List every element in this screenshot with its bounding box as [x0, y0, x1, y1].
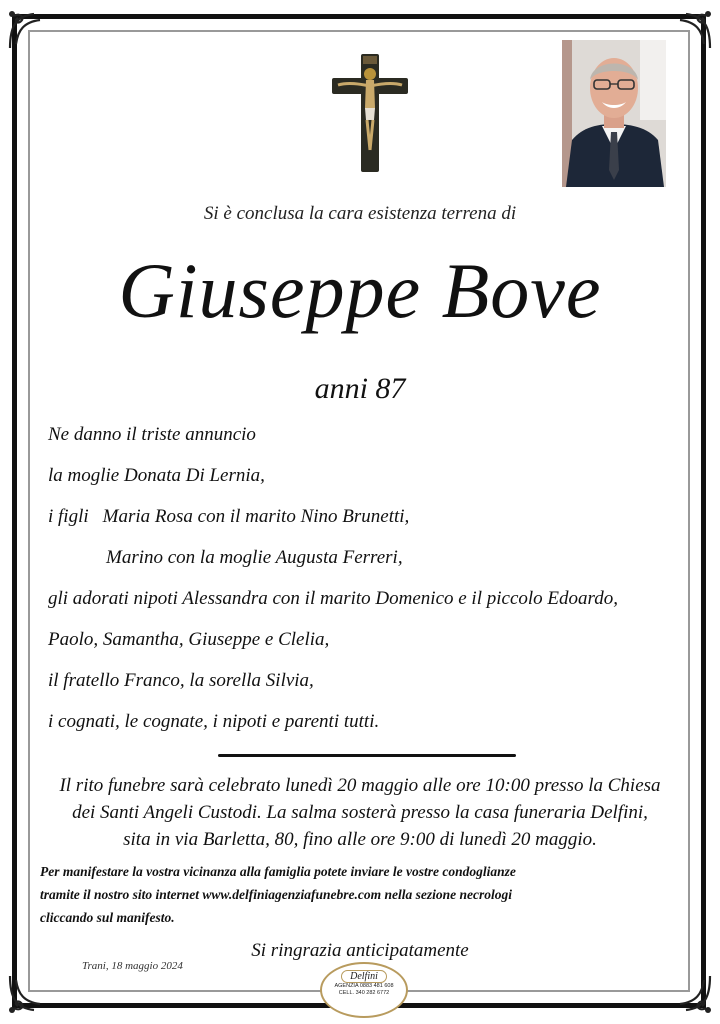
deceased-age: anni 87 — [314, 372, 406, 405]
section-divider — [218, 754, 516, 757]
family-line: il fratello Franco, la sorella Silvia, — [48, 670, 314, 691]
funeral-line: Il rito funebre sarà celebrato lunedì 20 maggio alle ore 10:00 presso la Chiesa — [59, 775, 661, 796]
funeral-details — [28, 772, 692, 853]
deceased-name: Giuseppe Bove — [118, 247, 602, 334]
agency-logo — [320, 962, 408, 1018]
corner-ornament-icon — [6, 8, 50, 52]
corner-ornament-icon — [670, 972, 714, 1016]
family-line: gli adorati nipoti Alessandra con il marito Domenico e il piccolo Edoardo, — [48, 588, 618, 609]
family-line: Paolo, Samantha, Giuseppe e Clelia, — [48, 629, 330, 650]
funeral-line: dei Santi Angeli Custodi. La salma sosterà presso la casa funeraria Delfini, — [72, 802, 648, 823]
family-line: Marino con la moglie Augusta Ferreri, — [106, 547, 403, 568]
logo-phone-cell: CELL. 340 282 6772 — [338, 990, 390, 996]
family-line: i cognati, le cognate, i nipoti e parenti tutti. — [48, 711, 380, 732]
place-date: Trani, 18 maggio 2024 — [82, 960, 183, 972]
family-announcement — [48, 420, 688, 748]
thanks-text: Si ringrazia anticipatamente — [251, 940, 469, 961]
intro-text: Si è conclusa la cara esistenza terrena di — [203, 203, 517, 224]
family-line — [48, 502, 688, 543]
condolences-note — [40, 860, 690, 929]
deceased-photo — [562, 40, 666, 187]
corner-ornament-icon — [670, 8, 714, 52]
children-label: i figli — [48, 506, 89, 527]
condolences-line: cliccando sul manifesto. — [40, 910, 175, 925]
logo-phone-agency: AGENZIA 0883 481 608 — [334, 983, 394, 989]
condolences-line: tramite il nostro sito internet www.delfiniagenziafunebre.com nella sezione necrologi — [40, 887, 513, 902]
corner-ornament-icon — [6, 972, 50, 1016]
condolences-line: Per manifestare la vostra vicinanza alla famiglia potete inviare le vostre condoglianze — [40, 864, 516, 879]
family-line: la moglie Donata Di Lernia, — [48, 465, 265, 486]
funeral-line: sita in via Barletta, 80, fino alle ore 9:00 di lunedì 20 maggio. — [123, 829, 597, 850]
family-line: Ne danno il triste annuncio — [48, 424, 256, 445]
children-first: Maria Rosa con il marito Nino Brunetti, — [102, 506, 410, 527]
logo-brand: Delfini — [341, 970, 387, 983]
crucifix-icon — [330, 52, 410, 174]
